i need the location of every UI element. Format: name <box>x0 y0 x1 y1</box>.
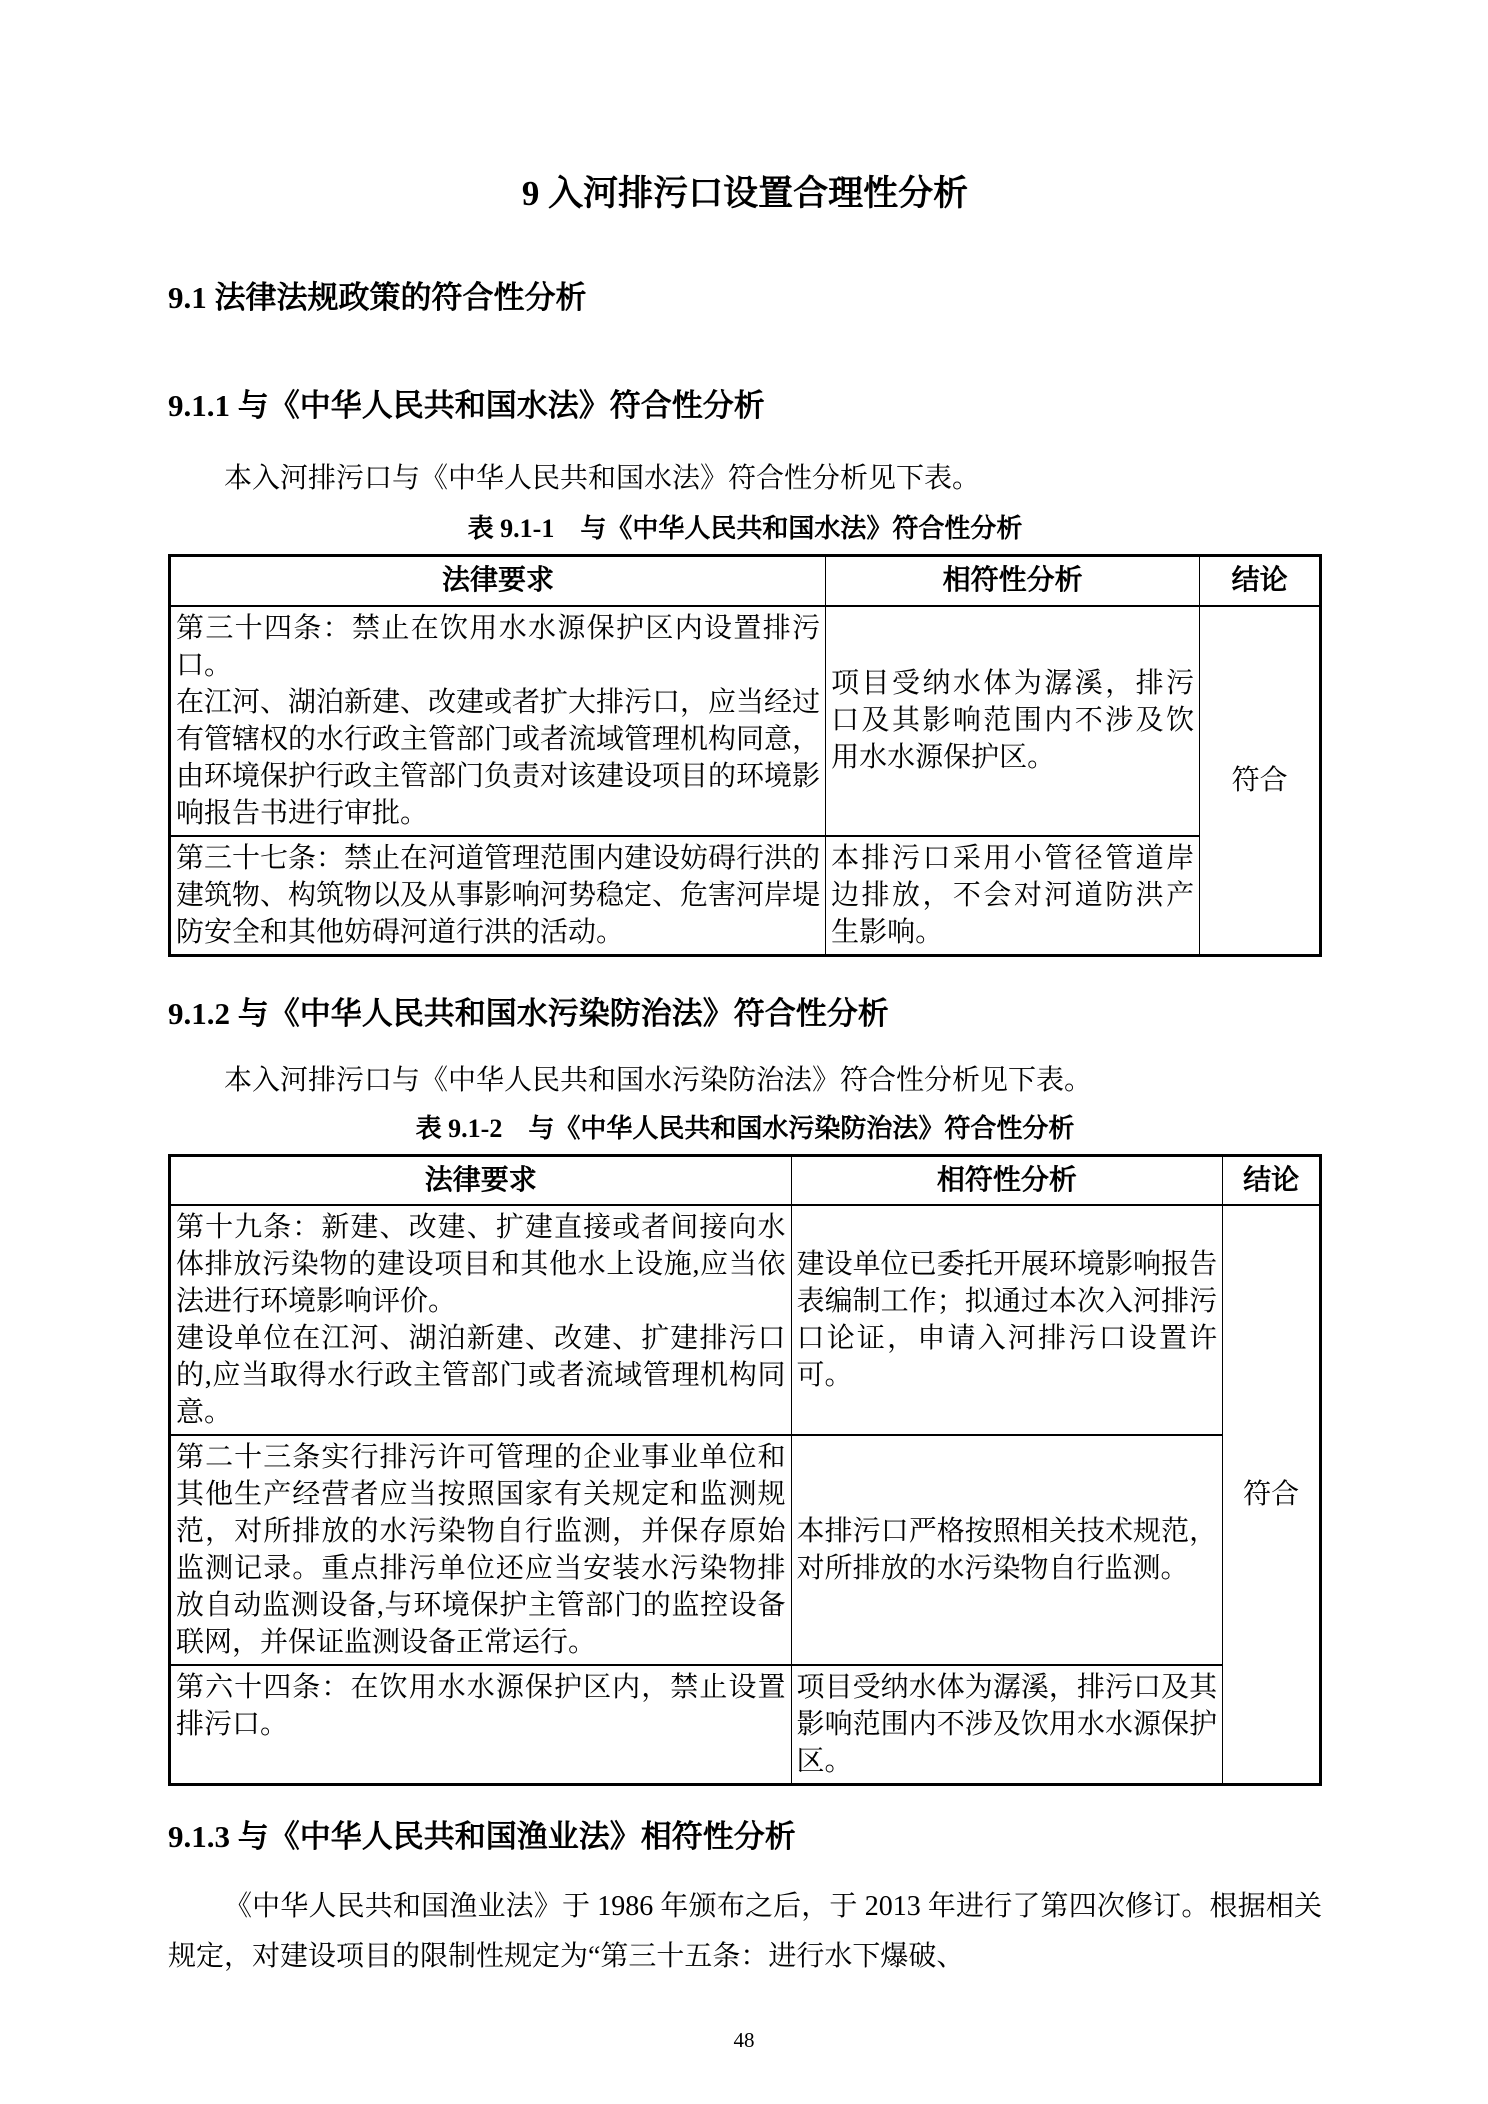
analysis-cell: 本排污口采用小管径管道岸边排放，不会对河道防洪产生影响。 <box>826 836 1200 956</box>
fishery-law-paragraph: 《中华人民共和国渔业法》于 1986 年颁布之后，于 2013 年进行了第四次修订。根据相关规定，对建设项目的限制性规定为“第三十五条：进行水下爆破、 <box>168 1891 1322 1973</box>
page-number: 48 <box>733 2028 755 2052</box>
section-heading-9-1-2: 9.1.2 与《中华人民共和国水污染防治法》符合性分析 <box>168 995 889 1031</box>
analysis-cell: 建设单位已委托开展环境影响报告表编制工作；拟通过本次入河排污口论证，申请入河排污口设置许可。 <box>791 1205 1223 1435</box>
compliance-table-water-pollution-law <box>168 1154 1322 1787</box>
table-caption-9-1-1: 表 9.1-1 与《中华人民共和国水法》符合性分析 <box>467 514 1023 544</box>
table-row <box>170 1435 1321 1665</box>
analysis-cell: 本排污口严格按照相关技术规范，对所排放的水污染物自行监测。 <box>791 1435 1223 1665</box>
law-requirement-cell <box>170 836 826 956</box>
section-heading-9-1: 9.1 法律法规政策的符合性分析 <box>168 280 587 316</box>
law-paragraph: 第三十四条：禁止在饮用水水源保护区内设置排污口。 <box>176 612 821 681</box>
conclusion-cell: 符合 <box>1223 1205 1321 1785</box>
law-paragraph: 第六十四条：在饮用水水源保护区内，禁止设置排污口。 <box>176 1672 786 1741</box>
law-requirement-cell <box>170 1435 792 1665</box>
compliance-table-water-law <box>168 554 1322 957</box>
chapter-title: 9 入河排污口设置合理性分析 <box>521 174 969 213</box>
table-header-row <box>170 555 1321 605</box>
law-paragraph: 建设单位在江河、湖泊新建、改建、扩建排污口的,应当取得水行政主管部门或者流域管理机构同意。 <box>176 1323 786 1429</box>
column-header-law-requirement: 法律要求 <box>170 1155 792 1205</box>
intro-paragraph-water-law: 本入河排污口与《中华人民共和国水法》符合性分析见下表。 <box>224 462 981 494</box>
law-paragraph: 第二十三条实行排污许可管理的企业事业单位和其他生产经营者应当按照国家有关规定和监测规范，对所排放的水污染物自行监测，并保存原始监测记录。重点排污单位还应当安装水污染物排放自动监测设备,与环境保护主管部门的监控设备联网，并保证监测设备正常运行。 <box>176 1442 786 1659</box>
column-header-law-requirement: 法律要求 <box>170 555 826 605</box>
law-paragraph: 在江河、湖泊新建、改建或者扩大排污口，应当经过有管辖权的水行政主管部门或者流域管理机构同意，由环境保护行政主管部门负责对该建设项目的环境影响报告书进行审批。 <box>176 686 821 829</box>
conclusion-cell: 符合 <box>1200 606 1321 956</box>
column-header-analysis: 相符性分析 <box>826 555 1200 605</box>
analysis-cell: 项目受纳水体为潺溪，排污口及其影响范围内不涉及饮用水水源保护区。 <box>826 606 1200 836</box>
law-requirement-cell <box>170 606 826 836</box>
intro-paragraph-water-pollution-law: 本入河排污口与《中华人民共和国水污染防治法》符合性分析见下表。 <box>224 1064 1093 1096</box>
law-requirement-cell <box>170 1205 792 1435</box>
law-requirement-cell <box>170 1665 792 1785</box>
table-row <box>170 1205 1321 1435</box>
section-heading-9-1-1: 9.1.1 与《中华人民共和国水法》符合性分析 <box>168 388 765 424</box>
law-paragraph: 第三十七条：禁止在河道管理范围内建设妨碍行洪的建筑物、构筑物以及从事影响河势稳定、危害河岸堤防安全和其他妨碍河道行洪的活动。 <box>176 842 821 948</box>
analysis-cell: 项目受纳水体为潺溪，排污口及其影响范围内不涉及饮用水水源保护区。 <box>791 1665 1223 1785</box>
table-row <box>170 606 1321 836</box>
section-heading-9-1-3: 9.1.3 与《中华人民共和国渔业法》相符性分析 <box>168 1819 796 1855</box>
column-header-conclusion: 结论 <box>1200 555 1321 605</box>
table-row <box>170 1665 1321 1785</box>
column-header-conclusion: 结论 <box>1223 1155 1321 1205</box>
column-header-analysis: 相符性分析 <box>791 1155 1223 1205</box>
table-header-row <box>170 1155 1321 1205</box>
table-row <box>170 836 1321 956</box>
table-caption-9-1-2: 表 9.1-2 与《中华人民共和国水污染防治法》符合性分析 <box>415 1113 1075 1143</box>
law-paragraph: 第十九条：新建、改建、扩建直接或者间接向水体排放污染物的建设项目和其他水上设施,应当依法进行环境影响评价。 <box>176 1212 786 1318</box>
